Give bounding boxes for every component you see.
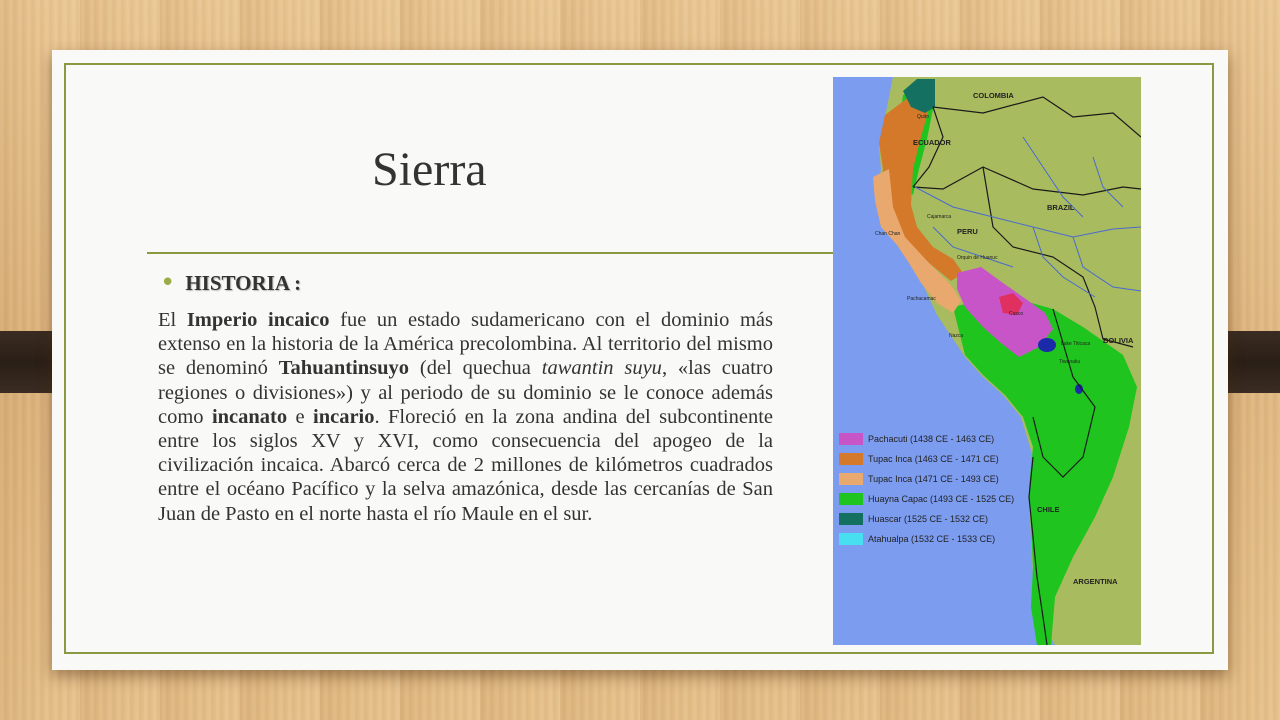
paragraph-run: fue un estado sudamericano con el dominio más extenso en la historia de la América precolombina. Al territorio del mismo se denominó: [158, 309, 774, 380]
bullet-historia: [160, 270, 301, 296]
legend-label: Atahualpa (1532 CE - 1533 CE): [868, 534, 996, 544]
label-pachacamac: Pachacamac: [907, 296, 936, 302]
label-cajamarca: Cajamarca: [927, 214, 952, 220]
bullet-dot-icon: •: [160, 268, 176, 298]
paragraph-run: , «las cuatro regiones o divisiones») y al periodo de su dominio se le conoce además como: [158, 357, 773, 428]
paragraph-run: Imperio incaico: [186, 309, 330, 331]
legend-swatch: [839, 473, 863, 485]
legend-item: [839, 469, 1014, 489]
legend-label: Pachacuti (1438 CE - 1463 CE): [868, 434, 995, 444]
legend-swatch: [839, 433, 863, 445]
paragraph-run: incanato: [211, 405, 288, 428]
paragraph-run: (del quechua: [409, 357, 542, 380]
label-brazil: BRAZIL: [1047, 203, 1075, 212]
label-tiwanaku: Tiwanaku: [1059, 359, 1081, 365]
legend-swatch: [839, 533, 863, 545]
label-argentina: ARGENTINA: [1073, 577, 1118, 586]
label-ecuador: ECUADOR: [913, 138, 951, 147]
legend-swatch: [839, 453, 863, 465]
label-bolivia: BOLIVIA: [1103, 336, 1134, 345]
legend-label: Huascar (1525 CE - 1532 CE): [868, 514, 989, 524]
legend-label: Tupac Inca (1471 CE - 1493 CE): [868, 474, 999, 484]
lake-titicaca: [1038, 338, 1056, 352]
legend-item: [839, 529, 1014, 549]
paragraph-run: e: [287, 405, 313, 428]
paragraph-run: Tahuantinsuyo: [278, 357, 410, 380]
label-chile: CHILE: [1037, 505, 1060, 514]
legend-item: [839, 429, 1014, 449]
label-colombia: COLOMBIA: [973, 91, 1014, 100]
paragraph-run: tawantin suyu: [541, 357, 662, 380]
paragraph-run: El: [158, 309, 187, 331]
map-graphic: [833, 77, 1141, 645]
map-legend: [839, 429, 1014, 549]
title-divider: [147, 252, 837, 254]
legend-item: [839, 509, 1014, 529]
label-huanuco: Orquin de Huanuc: [957, 255, 998, 261]
label-cusco: Cusco: [1009, 311, 1024, 317]
label-titicaca: Lake Titicaca: [1061, 341, 1091, 347]
legend-swatch: [839, 513, 863, 525]
legend-item: [839, 449, 1014, 469]
paragraph-run: . Floreció en la zona andina del subcontinente entre los siglos XV y XVI, como consecuencia del apogeo de la civilización incaica. Abarcó cerca de 2 millones de kilómetros cuadrados entre el océano Pacífico y la selva amazónica, desde las cercanías de San Juan de Pasto en el norte hasta el río Maule en el sur.: [158, 405, 774, 525]
paragraph-run: incario: [313, 405, 375, 428]
slide-title: Sierra: [372, 143, 487, 196]
legend-label: Tupac Inca (1463 CE - 1471 CE): [868, 454, 999, 464]
label-chan-chan: Chan Chan: [875, 231, 901, 237]
label-nazca: Nazca: [949, 333, 964, 339]
inca-empire-map: [833, 77, 1141, 645]
label-quito: Quito: [917, 114, 929, 120]
legend-swatch: [839, 493, 863, 505]
section-label: HISTORIA :: [185, 270, 302, 295]
body-paragraph: [158, 308, 773, 526]
legend-label: Huayna Capac (1493 CE - 1525 CE): [868, 494, 1015, 504]
legend-item: [839, 489, 1014, 509]
slide: [52, 50, 1228, 670]
label-peru: PERU: [957, 227, 978, 236]
